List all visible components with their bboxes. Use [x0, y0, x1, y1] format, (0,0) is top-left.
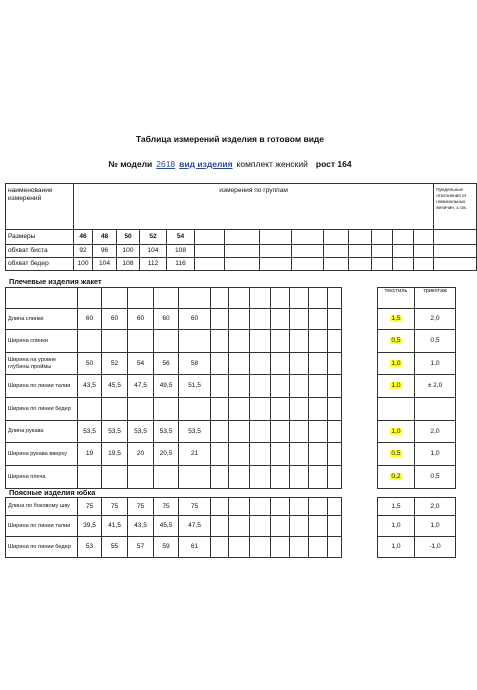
- size-value: 48: [93, 230, 117, 245]
- empty-cell: [290, 443, 309, 466]
- textile-tolerance: [378, 309, 415, 330]
- measure-value: 43,5: [128, 516, 154, 537]
- rost-label: рост 164: [315, 159, 352, 169]
- textile-tolerance: [378, 537, 415, 558]
- measure-value: [154, 330, 179, 353]
- empty-cell: [290, 398, 309, 421]
- empty-cell: [211, 537, 229, 558]
- empty-cell: [328, 498, 342, 516]
- vid-value: комплект женский: [236, 159, 308, 169]
- measure-label: Ширина по линии бедер: [6, 537, 78, 558]
- page-title: Таблица измерений изделия в готовом виде: [135, 134, 325, 144]
- empty-cell: [434, 230, 477, 245]
- measure-row: [6, 498, 456, 516]
- empty-cell: [290, 353, 309, 375]
- empty-cell: [271, 288, 290, 309]
- empty-cell: [271, 516, 290, 537]
- empty-cell: [229, 330, 250, 353]
- empty-cell: [328, 330, 342, 353]
- empty-cell: [309, 309, 328, 330]
- empty-cell: [229, 353, 250, 375]
- empty-cell: [328, 398, 342, 421]
- empty-cell: [290, 466, 309, 489]
- spacer-cell: [342, 330, 378, 353]
- empty-cell: [414, 245, 434, 258]
- measure-value: 19,5: [102, 443, 128, 466]
- size-value: 54: [167, 230, 195, 245]
- measure-label: Ширина по линии талии: [6, 516, 78, 537]
- measure-value: 53: [78, 537, 102, 558]
- empty-cell: [309, 353, 328, 375]
- empty-cell: [328, 537, 342, 558]
- empty-cell: [250, 421, 271, 443]
- empty-cell: [211, 288, 229, 309]
- empty-cell: [309, 498, 328, 516]
- empty-cell: [102, 288, 128, 309]
- measure-label: Ширина на уровне глубины проймы: [6, 353, 78, 375]
- measure-value: 21: [179, 443, 211, 466]
- measure-row: [6, 516, 456, 537]
- empty-cell: [328, 421, 342, 443]
- spacer-cell: [342, 498, 378, 516]
- measure-value: 19: [78, 443, 102, 466]
- measure-label: Длина спинки: [6, 309, 78, 330]
- empty-cell: [271, 537, 290, 558]
- empty-cell: [271, 443, 290, 466]
- col-knit: трикотаж: [415, 288, 456, 309]
- spacer-cell: [342, 288, 378, 309]
- empty-cell: [260, 258, 292, 271]
- header-tolerances: Предельные отклонения от номинальных величин, ± см.: [434, 184, 477, 230]
- highlighted-value: 0,5: [391, 337, 401, 345]
- knit-tolerance: ± 2,0: [415, 375, 456, 398]
- tolerance-value: 1,0: [391, 543, 401, 551]
- empty-cell: [309, 421, 328, 443]
- measure-row: [6, 330, 456, 353]
- measure-value: 20: [128, 443, 154, 466]
- vid-label: вид изделия: [179, 159, 233, 169]
- highlighted-value: 1,5: [391, 315, 401, 323]
- measure-value: 60: [78, 309, 102, 330]
- measure-value: [78, 398, 102, 421]
- textile-tolerance: [378, 375, 415, 398]
- header-groups: измерения по группам: [74, 184, 434, 230]
- measure-value: [128, 398, 154, 421]
- empty-cell: [260, 230, 292, 245]
- empty-cell: [211, 421, 229, 443]
- knit-tolerance: 1,0: [415, 353, 456, 375]
- measure-value: 104: [93, 258, 117, 271]
- section1-title: Плечевые изделия жакет: [9, 277, 102, 286]
- empty-cell: [309, 443, 328, 466]
- measure-value: 100: [74, 258, 93, 271]
- measure-row: [6, 353, 456, 375]
- textile-tolerance: [378, 330, 415, 353]
- textile-tolerance: [378, 516, 415, 537]
- empty-cell: [290, 288, 309, 309]
- empty-cell: [211, 330, 229, 353]
- measure-label: Ширина по линии бедер: [6, 398, 78, 421]
- measure-value: [128, 466, 154, 489]
- empty-cell: [309, 398, 328, 421]
- empty-cell: [229, 516, 250, 537]
- measure-value: [179, 466, 211, 489]
- spacer-cell: [342, 466, 378, 489]
- empty-cell: [229, 443, 250, 466]
- measure-value: 53,5: [78, 421, 102, 443]
- measure-value: 43,5: [78, 375, 102, 398]
- measure-row: [6, 421, 456, 443]
- measure-value: 59: [154, 537, 179, 558]
- measure-value: 60: [179, 309, 211, 330]
- empty-cell: [229, 421, 250, 443]
- measure-row: [6, 258, 477, 271]
- empty-cell: [372, 230, 393, 245]
- measure-value: 108: [117, 258, 140, 271]
- spacer-cell: [342, 421, 378, 443]
- spacer-cell: [342, 443, 378, 466]
- measure-value: [78, 466, 102, 489]
- empty-cell: [211, 375, 229, 398]
- measure-value: 49,5: [154, 375, 179, 398]
- measure-value: 56: [154, 353, 179, 375]
- measure-row: [6, 443, 456, 466]
- empty-cell: [195, 258, 225, 271]
- spacer-cell: [342, 375, 378, 398]
- measure-value: [102, 466, 128, 489]
- measure-value: [179, 330, 211, 353]
- empty-cell: [211, 443, 229, 466]
- empty-cell: [309, 375, 328, 398]
- model-number: 2618: [156, 159, 176, 169]
- measure-value: 51,5: [179, 375, 211, 398]
- size-value: 46: [74, 230, 93, 245]
- empty-cell: [229, 537, 250, 558]
- measure-value: 61: [179, 537, 211, 558]
- empty-cell: [211, 353, 229, 375]
- empty-cell: [250, 353, 271, 375]
- measure-label: Длина по боковому шву: [6, 498, 78, 516]
- empty-cell: [372, 245, 393, 258]
- empty-cell: [290, 421, 309, 443]
- empty-cell: [250, 288, 271, 309]
- empty-cell: [271, 421, 290, 443]
- knit-tolerance: 2,0: [415, 421, 456, 443]
- knit-tolerance: 0,5: [415, 330, 456, 353]
- col-textile: текстиль: [378, 288, 415, 309]
- empty-cell: [229, 466, 250, 489]
- empty-cell: [211, 498, 229, 516]
- measure-row: [6, 398, 456, 421]
- measure-row: [6, 537, 456, 558]
- measure-label: Ширина плеча: [6, 466, 78, 489]
- section1-table: [5, 287, 456, 489]
- empty-cell: [271, 309, 290, 330]
- measure-value: 57: [128, 537, 154, 558]
- measure-value: 53,5: [128, 421, 154, 443]
- empty-cell: [271, 498, 290, 516]
- measure-row: [6, 309, 456, 330]
- measure-value: [154, 466, 179, 489]
- empty-cell: [211, 309, 229, 330]
- tolerance-header-row: [6, 288, 456, 309]
- empty-cell: [260, 245, 292, 258]
- knit-tolerance: 2,0: [415, 498, 456, 516]
- empty-cell: [271, 398, 290, 421]
- measure-label: обхват биста: [6, 245, 74, 258]
- empty-cell: [290, 309, 309, 330]
- empty-cell: [211, 516, 229, 537]
- empty-cell: [229, 309, 250, 330]
- empty-cell: [250, 309, 271, 330]
- header-name-col: наименование измерений: [6, 184, 74, 230]
- measure-value: [179, 398, 211, 421]
- empty-cell: [309, 466, 328, 489]
- textile-tolerance: [378, 498, 415, 516]
- measure-value: 39,5: [78, 516, 102, 537]
- measure-value: 50: [78, 353, 102, 375]
- measure-row: [6, 466, 456, 489]
- header-row: [6, 184, 477, 230]
- textile-tolerance: [378, 353, 415, 375]
- empty-cell: [393, 245, 414, 258]
- knit-tolerance: 0,5: [415, 466, 456, 489]
- tolerance-value: 1,0: [391, 522, 401, 530]
- textile-tolerance: [378, 421, 415, 443]
- empty-cell: [349, 230, 372, 245]
- size-value: 50: [117, 230, 140, 245]
- empty-cell: [292, 258, 324, 271]
- empty-cell: [324, 230, 349, 245]
- empty-cell: [309, 288, 328, 309]
- empty-cell: [324, 245, 349, 258]
- empty-cell: [195, 245, 225, 258]
- empty-cell: [349, 245, 372, 258]
- measure-value: [102, 398, 128, 421]
- measure-row: [6, 245, 477, 258]
- empty-cell: [328, 466, 342, 489]
- textile-tolerance: [378, 466, 415, 489]
- measure-label: Ширина рукава вверху: [6, 443, 78, 466]
- highlighted-value: 1,0: [391, 427, 401, 435]
- empty-cell: [414, 230, 434, 245]
- measure-value: 75: [154, 498, 179, 516]
- empty-cell: [195, 230, 225, 245]
- empty-cell: [309, 537, 328, 558]
- empty-cell: [309, 330, 328, 353]
- empty-cell: [229, 375, 250, 398]
- textile-tolerance: [378, 398, 415, 421]
- empty-cell: [290, 330, 309, 353]
- measure-row: [6, 375, 456, 398]
- highlighted-value: 1,0: [391, 359, 401, 367]
- empty-cell: [229, 498, 250, 516]
- knit-tolerance: 2,0: [415, 309, 456, 330]
- measure-value: 108: [167, 245, 195, 258]
- empty-cell: [292, 245, 324, 258]
- empty-cell: [250, 466, 271, 489]
- empty-cell: [290, 375, 309, 398]
- empty-cell: [393, 258, 414, 271]
- empty-cell: [154, 288, 179, 309]
- measure-value: 45,5: [154, 516, 179, 537]
- measure-value: 60: [128, 309, 154, 330]
- empty-cell: [328, 516, 342, 537]
- knit-tolerance: 1,0: [415, 516, 456, 537]
- measure-label: обхват бедер: [6, 258, 74, 271]
- empty-cell: [328, 443, 342, 466]
- spacer-cell: [342, 537, 378, 558]
- measure-value: 116: [167, 258, 195, 271]
- measure-value: 60: [102, 309, 128, 330]
- empty-cell: [292, 230, 324, 245]
- measure-value: 104: [140, 245, 167, 258]
- empty-cell: [229, 288, 250, 309]
- empty-cell: [179, 288, 211, 309]
- measure-value: [128, 330, 154, 353]
- knit-tolerance: [415, 398, 456, 421]
- empty-cell: [290, 498, 309, 516]
- empty-cell: [250, 443, 271, 466]
- spacer-cell: [342, 353, 378, 375]
- measure-value: 92: [74, 245, 93, 258]
- empty-cell: [372, 258, 393, 271]
- empty-cell: [250, 330, 271, 353]
- measure-value: 20,5: [154, 443, 179, 466]
- highlighted-value: 1,0: [391, 382, 401, 390]
- highlighted-value: 0,5: [391, 450, 401, 458]
- highlighted-value: 0,2: [391, 473, 401, 481]
- measure-value: [102, 330, 128, 353]
- measure-value: 47,5: [128, 375, 154, 398]
- empty-cell: [349, 258, 372, 271]
- empty-cell: [290, 537, 309, 558]
- empty-cell: [328, 309, 342, 330]
- measure-value: 100: [117, 245, 140, 258]
- knit-tolerance: -1,0: [415, 537, 456, 558]
- empty-cell: [250, 398, 271, 421]
- empty-cell: [229, 398, 250, 421]
- tolerance-value: 1,5: [391, 502, 401, 510]
- empty-cell: [271, 466, 290, 489]
- measure-value: 53,5: [154, 421, 179, 443]
- empty-cell: [250, 498, 271, 516]
- measure-value: 112: [140, 258, 167, 271]
- measure-value: [154, 398, 179, 421]
- empty-cell: [434, 245, 477, 258]
- measure-value: 55: [102, 537, 128, 558]
- measure-value: 75: [102, 498, 128, 516]
- empty-cell: [328, 375, 342, 398]
- measure-label: Ширина по линии талии: [6, 375, 78, 398]
- size-value: 52: [140, 230, 167, 245]
- measure-value: 54: [128, 353, 154, 375]
- empty-cell: [250, 516, 271, 537]
- header-size-table: [5, 183, 477, 271]
- empty-cell: [128, 288, 154, 309]
- measure-value: 75: [78, 498, 102, 516]
- measure-value: 47,5: [179, 516, 211, 537]
- measure-value: 41,5: [102, 516, 128, 537]
- empty-cell: [434, 258, 477, 271]
- measure-value: 75: [179, 498, 211, 516]
- empty-cell: [309, 516, 328, 537]
- empty-cell: [250, 375, 271, 398]
- measure-value: 45,5: [102, 375, 128, 398]
- spacer-cell: [342, 309, 378, 330]
- empty-cell: [6, 288, 78, 309]
- measure-value: 96: [93, 245, 117, 258]
- empty-cell: [225, 258, 260, 271]
- model-line: [0, 159, 460, 169]
- empty-cell: [225, 230, 260, 245]
- empty-cell: [290, 516, 309, 537]
- measure-value: 53,5: [179, 421, 211, 443]
- empty-cell: [271, 375, 290, 398]
- empty-cell: [328, 288, 342, 309]
- spacer-cell: [342, 516, 378, 537]
- sizes-row: [6, 230, 477, 245]
- spacer-cell: [342, 398, 378, 421]
- measure-value: [78, 330, 102, 353]
- empty-cell: [211, 398, 229, 421]
- empty-cell: [225, 245, 260, 258]
- empty-cell: [78, 288, 102, 309]
- empty-cell: [414, 258, 434, 271]
- measure-value: 58: [179, 353, 211, 375]
- sizes-label: Размеры: [6, 230, 74, 245]
- knit-tolerance: 1,0: [415, 443, 456, 466]
- empty-cell: [271, 353, 290, 375]
- empty-cell: [250, 537, 271, 558]
- empty-cell: [328, 353, 342, 375]
- section2-title: Поясные изделия юбка: [9, 488, 96, 497]
- measure-value: 52: [102, 353, 128, 375]
- empty-cell: [393, 230, 414, 245]
- empty-cell: [324, 258, 349, 271]
- empty-cell: [271, 330, 290, 353]
- measure-value: 75: [128, 498, 154, 516]
- model-prefix: № модели: [108, 159, 153, 169]
- measure-label: Ширина спинки: [6, 330, 78, 353]
- measure-value: 60: [154, 309, 179, 330]
- measure-value: 53,5: [102, 421, 128, 443]
- section2-table: [5, 497, 456, 558]
- textile-tolerance: [378, 443, 415, 466]
- empty-cell: [211, 466, 229, 489]
- measure-label: Длина рукава: [6, 421, 78, 443]
